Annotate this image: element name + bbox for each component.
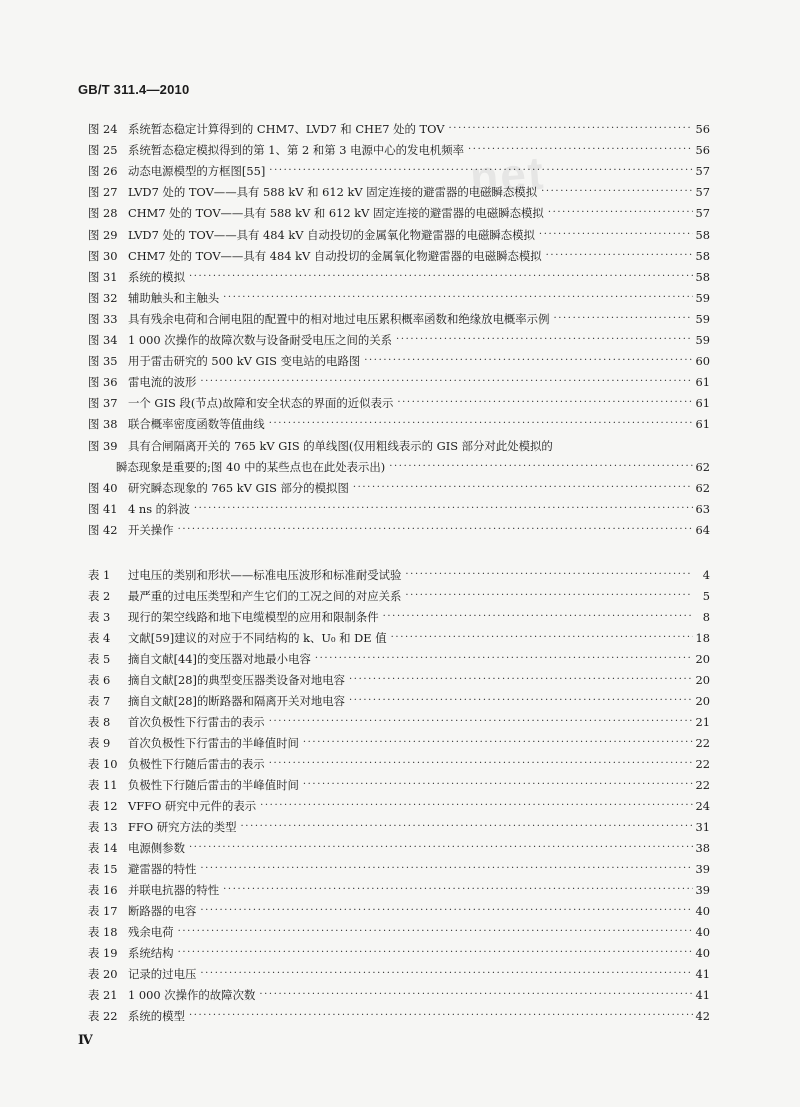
entry-title: FFO 研究方法的类型 [128,820,237,834]
table-entry[interactable] [88,794,710,814]
leader-dots [468,142,692,158]
leader-dots [200,966,692,982]
leader-dots [546,248,693,264]
figure-entry[interactable] [88,391,710,411]
entry-title: 具有残余电荷和合闸电阻的配置中的相对地过电压累积概率函数和绝缘放电概率示例 [128,311,550,326]
entry-label: 图 24 [88,122,118,136]
leader-dots [397,395,692,411]
leader-dots [405,588,693,604]
leader-dots [260,798,692,814]
table-entry[interactable] [88,584,710,604]
leader-dots [303,735,693,751]
entry-title: 摘自文献[28]的典型变压器类设备对地电容 [128,673,346,687]
entry-label: 表 6 [88,673,111,687]
figure-entry[interactable] [88,201,710,221]
leader-dots [189,840,693,856]
entry-label: 表 16 [88,883,118,897]
entry-title: 最严重的过电压类型和产生它们的工况之间的对应关系 [128,589,402,603]
leader-dots [553,311,692,327]
entry-title: 开关操作 [128,522,174,537]
entry-title: 系统的模型 [128,1009,185,1023]
figure-entry[interactable] [88,180,710,200]
figure-entry[interactable] [88,159,710,179]
entry-label: 图 38 [88,417,118,432]
leader-dots [349,672,692,688]
table-entry[interactable] [88,1004,710,1024]
figure-entry[interactable] [88,117,710,137]
entry-title: 负极性下行随后雷击的表示 [128,757,265,771]
entry-page-number: 59 [695,311,710,326]
table-entry[interactable] [88,836,710,856]
table-entry[interactable] [88,752,710,772]
entry-page-number: 40 [695,946,710,960]
leader-dots [364,353,692,369]
entry-title: 首次负极性下行雷击的半峰值时间 [128,736,299,750]
leader-dots [391,630,693,646]
entry-page-number: 62 [695,480,710,495]
entry-title: 并联电抗器的特性 [128,883,220,897]
entry-label: 图 39 [88,438,118,453]
entry-page-number: 31 [695,820,710,834]
entry-title: 文献[59]建议的对应于不同结构的 k、U₀ 和 DE 值 [128,631,387,645]
leader-dots [315,651,693,667]
entry-page-number: 41 [695,988,710,1002]
entry-title: CHM7 处的 TOV——具有 484 kV 自动投切的金属氧化物避雷器的电磁瞬态模拟 [128,248,542,263]
table-entry[interactable] [88,941,710,961]
entry-title: 首次负极性下行雷击的表示 [128,715,265,729]
table-entry[interactable] [88,731,710,751]
watermark: net [468,146,547,204]
entry-page-number: 57 [695,206,710,221]
entry-page-number: 56 [695,122,710,136]
entry-page-number: 40 [695,904,710,918]
entry-title: 残余电荷 [128,925,174,939]
entry-page-number: 57 [695,185,710,200]
figure-entry[interactable] [88,244,710,264]
entry-label: 图 33 [88,311,118,326]
entry-page-number: 58 [695,269,710,284]
entry-label: 图 35 [88,354,118,369]
entry-title: 系统结构 [128,946,174,960]
leader-dots [178,945,693,961]
figure-entry[interactable] [88,349,710,369]
entry-title: 1 000 次操作的故障次数与设备耐受电压之间的关系 [128,333,393,347]
entry-label: 表 17 [88,904,118,918]
entry-label: 图 30 [88,248,118,263]
entry-title: LVD7 处的 TOV——具有 588 kV 和 612 kV 固定连接的避雷器的电磁瞬态模拟 [128,185,538,200]
figure-entry[interactable] [88,328,710,348]
entry-label: 表 10 [88,757,118,771]
entry-page-number: 61 [695,375,710,390]
leader-dots [349,693,692,709]
leader-dots [223,290,692,306]
leader-dots [541,184,692,200]
entry-title: 用于雷击研究的 500 kV GIS 变电站的电路图 [128,354,361,369]
entry-page-number: 21 [695,715,710,729]
leader-dots [189,1008,693,1024]
leader-dots [194,501,693,517]
entry-label: 图 27 [88,185,118,200]
figure-entry[interactable] [88,434,710,454]
entry-label: 图 29 [88,227,118,242]
leader-dots [223,882,692,898]
entry-label: 表 8 [88,715,111,729]
entry-page-number: 22 [695,757,710,771]
figure-entry[interactable] [88,307,710,327]
entry-label: 图 28 [88,206,118,221]
entry-title: 4 ns 的斜波 [128,501,190,516]
entry-page-number: 22 [695,778,710,792]
entry-title: LVD7 处的 TOV——具有 484 kV 自动投切的金属氧化物避雷器的电磁瞬态模拟 [128,227,535,242]
entry-page-number: 64 [695,522,710,537]
entry-page-number: 62 [695,459,710,474]
entry-label: 表 15 [88,862,118,876]
entry-label: 图 31 [88,269,118,284]
leader-dots [269,714,693,730]
entry-label: 表 21 [88,988,118,1002]
entry-title: 联合概率密度函数等值曲线 [128,417,265,432]
table-entry[interactable] [88,962,710,982]
leader-dots [269,416,693,432]
entry-label: 表 19 [88,946,118,960]
entry-label: 图 34 [88,333,118,347]
entry-page-number: 61 [695,396,710,411]
leader-dots [353,480,693,496]
entry-label: 表 3 [88,610,111,624]
entry-page-number: 59 [695,333,710,347]
table-entry[interactable] [88,815,710,835]
entry-label: 表 13 [88,820,118,834]
table-entry[interactable] [88,689,710,709]
leader-dots [548,205,693,221]
entry-page-number: 5 [702,589,710,603]
entry-label: 表 12 [88,799,118,813]
entry-page-number: 22 [695,736,710,750]
entry-title: 1 000 次操作的故障次数 [128,988,256,1002]
entry-label: 表 4 [88,631,111,645]
entry-title: 辅助触头和主触头 [128,290,220,305]
entry-label: 图 37 [88,396,118,411]
leader-dots [241,819,693,835]
entry-page-number: 18 [695,631,710,645]
entry-label: 图 32 [88,290,118,305]
entry-page-number: 38 [695,841,710,855]
leader-dots [303,777,693,793]
table-entry[interactable] [88,773,710,793]
document-header: GB/T 311.4—2010 [78,82,190,97]
entry-label: 图 42 [88,522,118,537]
leader-dots [259,987,692,1003]
table-entry[interactable] [88,626,710,646]
entry-page-number: 58 [695,227,710,242]
entry-page-number: 40 [695,925,710,939]
entry-label: 图 26 [88,164,118,179]
entry-label: 图 25 [88,143,118,158]
entry-title: 断路器的电容 [128,904,197,918]
entry-page-number: 39 [695,883,710,897]
entry-label: 表 1 [88,568,111,582]
entry-title: 负极性下行随后雷击的半峰值时间 [128,778,299,792]
toc-entry-continuation[interactable] [116,455,710,475]
leader-dots [200,861,692,877]
figure-entry[interactable] [88,476,710,496]
leader-dots [389,459,692,475]
page-number: Ⅳ [78,1033,93,1048]
entry-label: 表 14 [88,841,118,855]
table-entry[interactable] [88,605,710,625]
entry-label: 图 40 [88,480,118,495]
entry-title: 瞬态现象是重要的;图 40 中的某些点也在此处表示出) [116,459,386,474]
entry-page-number: 57 [695,164,710,179]
entry-title: 系统暂态稳定模拟得到的第 1、第 2 和第 3 电源中心的发电机频率 [128,143,465,158]
entry-title: 记录的过电压 [128,967,197,981]
entry-label: 表 7 [88,694,111,708]
entry-title: 现行的架空线路和地下电缆模型的应用和限制条件 [128,610,379,624]
entry-page-number: 20 [695,694,710,708]
leader-dots [189,269,693,285]
entry-label: 表 20 [88,967,118,981]
entry-label: 表 11 [88,778,118,792]
entry-title: 避雷器的特性 [128,862,197,876]
entry-page-number: 60 [695,354,710,369]
table-entry[interactable] [88,878,710,898]
entry-title: 一个 GIS 段(节点)故障和安全状态的界面的近似表示 [128,396,394,411]
entry-page-number: 59 [695,290,710,305]
entry-label: 表 18 [88,925,118,939]
entry-title: 摘自文献[28]的断路器和隔离开关对地电容 [128,694,346,708]
leader-dots [396,332,692,348]
entry-title: VFFO 研究中元件的表示 [128,799,257,813]
entry-page-number: 24 [695,799,710,813]
entry-label: 表 5 [88,652,111,666]
entry-page-number: 20 [695,652,710,666]
entry-page-number: 8 [702,610,710,624]
figure-entry[interactable] [88,286,710,306]
leader-dots [539,227,693,243]
leader-dots [178,924,693,940]
leader-dots [200,374,692,390]
figure-entry[interactable] [88,265,710,285]
entry-title: 电源侧参数 [128,841,185,855]
figure-entry[interactable] [88,370,710,390]
figure-entry[interactable] [88,138,710,158]
entry-title: 系统的模拟 [128,269,185,284]
entry-label: 图 41 [88,501,118,516]
entry-page-number: 63 [695,501,710,516]
entry-label: 表 22 [88,1009,118,1023]
leader-dots [178,522,693,538]
entry-label: 图 36 [88,375,118,390]
table-entry[interactable] [88,899,710,919]
figure-entry[interactable] [88,497,710,517]
leader-dots [269,756,693,772]
entry-title: 摘自文献[44]的变压器对地最小电容 [128,652,311,666]
table-entry[interactable] [88,920,710,940]
table-entry[interactable] [88,857,710,877]
entry-title: CHM7 处的 TOV——具有 588 kV 和 612 kV 固定连接的避雷器的电磁瞬态模拟 [128,206,544,221]
leader-dots [405,567,693,583]
table-entry[interactable] [88,710,710,730]
entry-title: 雷电流的波形 [128,375,197,390]
table-entry[interactable] [88,647,710,667]
leader-dots [200,903,692,919]
entry-page-number: 4 [702,568,710,582]
entry-page-number: 20 [695,673,710,687]
entry-label: 表 2 [88,589,111,603]
entry-title: 动态电源模型的方框图[55] [128,164,266,179]
entry-title: 研究瞬态现象的 765 kV GIS 部分的模拟图 [128,480,349,495]
entry-page-number: 41 [695,967,710,981]
entry-title: 系统暂态稳定计算得到的 CHM7、LVD7 和 CHE7 处的 TOV [128,122,445,136]
table-entry[interactable] [88,563,710,583]
leader-dots [449,121,693,137]
entry-page-number: 42 [695,1009,710,1023]
entry-title: 具有合闸隔离开关的 765 kV GIS 的单线图(仅用粗线表示的 GIS 部分对此处模拟的 [128,438,553,453]
leader-dots [269,163,692,179]
table-entry[interactable] [88,668,710,688]
figure-entry[interactable] [88,518,710,538]
table-entry[interactable] [88,983,710,1003]
entry-label: 表 9 [88,736,111,750]
figure-entry[interactable] [88,223,710,243]
entry-title: 过电压的类别和形状——标准电压波形和标准耐受试验 [128,568,402,582]
entry-page-number: 61 [695,417,710,432]
figure-entry[interactable] [88,412,710,432]
leader-dots [383,609,693,625]
entry-page-number: 39 [695,862,710,876]
entry-page-number: 56 [695,143,710,158]
entry-page-number: 58 [695,248,710,263]
